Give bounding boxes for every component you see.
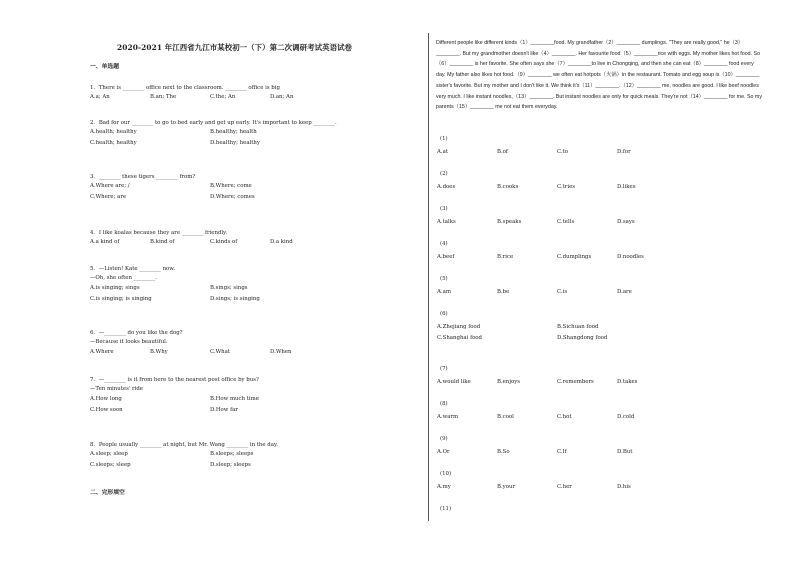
answer-option: D.Where; comes (210, 193, 255, 200)
answer-option: D.cold (617, 414, 635, 420)
answer-option: A.health; healthy (90, 128, 137, 135)
answer-option: B.Why (150, 349, 168, 355)
answer-option: B.speaks (497, 219, 522, 225)
question-stem: 3．________ these tigers ________ from? (90, 174, 196, 180)
answer-option: C.is (557, 289, 568, 295)
answer-option: D.sings; is singing (210, 296, 260, 302)
answer-option: C.to (557, 149, 569, 155)
answer-option: D.Shangdong food (557, 335, 608, 341)
answer-option: A.a; An (90, 93, 110, 100)
answer-option: B.So (497, 449, 510, 455)
answer-option: C.her (557, 484, 572, 490)
answer-option: B.your (497, 484, 516, 490)
answer-option: B.cool (497, 414, 514, 420)
answer-option: C.Shanghai food (437, 335, 483, 341)
question-number: (3) (440, 206, 448, 212)
answer-option: A.my (437, 484, 451, 490)
cloze-passage: Different people like different kinds（1）________food. My grandfather（2）________ dumplings. "They are really good," he（3）________. But my grandmother doesn't like（4）________. Her favourite food（5）________rice with eggs. My mother likes hot food. So（6）________ is her favorite. She often says she（7）________to live in Chongqing, and then she can eat（8）________ food every day. My father also likes hot food.（9）________ we often eat hotpots（火锅）in the restaurant. Tomato and egg soup is（10）________ sister's favorite. But my mother and I don't like it. We think it's（11）________.（12）________ me, noodles are good. I like beef noodles very much. I like instant noodles,（13）________. But instant noodles are only for quick meals. They're not（14）________ for me. So my parents（15）________ me not eat them everyday. (436, 40, 762, 111)
answer-option: C.If (557, 449, 567, 455)
answer-option: C.is singing; is singing (90, 296, 152, 302)
question-number: (10) (440, 471, 452, 477)
answer-option: B.cooks (497, 184, 519, 190)
answer-option: C.Where; are (90, 193, 127, 200)
answer-option: B.an; The (150, 93, 177, 100)
question-number: (6) (440, 311, 448, 317)
answer-option: C.kinds of (210, 238, 238, 245)
question-stem-line: —Oh, she often ________. (90, 274, 157, 281)
answer-option: D.his (617, 484, 631, 490)
answer-option: A.am (437, 289, 451, 295)
question-stem: 1．There is ________ office next to the classroom. ________ office is big (90, 85, 280, 91)
answer-option: D.a kind (270, 238, 293, 245)
answer-option: A.talks (437, 219, 456, 225)
answer-option: C.hot (557, 414, 572, 420)
answer-option: B.sleeps; sleeps (210, 450, 254, 457)
answer-option: B.enjoys (497, 379, 521, 385)
answer-option: D.for (617, 149, 631, 155)
question-stem-line: —Ten minutes' ride (90, 385, 143, 392)
answer-option: D.healthy; healthy (210, 139, 260, 146)
question-stem: 6．—________ do you like the dog? (90, 330, 183, 336)
answer-option: D.says (617, 219, 635, 225)
answer-option: B.rice (497, 254, 514, 260)
question-number: (7) (440, 366, 448, 372)
question-stem: 2．Bad for our ________ to go to bed early and get up early. It's important to keep ________. (90, 120, 337, 126)
answer-option: D.sleep; sleeps (210, 461, 251, 468)
answer-option: D.How far (210, 407, 238, 413)
answer-option: D.an; An (270, 93, 294, 100)
question-number: (2) (440, 171, 448, 177)
question-number: (8) (440, 401, 448, 407)
answer-option: B.How much time (210, 396, 259, 402)
answer-option: D.When (270, 349, 292, 355)
answer-option: B.kind of (150, 238, 175, 245)
answer-option: A.sleep; sleep (90, 450, 128, 457)
answer-option: D.are (617, 289, 632, 295)
answer-option: C.tries (557, 184, 576, 190)
answer-option: A.at (437, 149, 448, 155)
question-number: (5) (440, 276, 448, 282)
answer-option: A.is singing; sings (90, 285, 140, 291)
question-number: (9) (440, 436, 448, 442)
answer-option: A.beef (437, 254, 455, 260)
answer-option: C.dumplings (557, 254, 592, 260)
question-stem: 4．I like koalas because they are ________ friendly. (90, 230, 228, 236)
answer-option: C.health; healthy (90, 139, 137, 146)
question-stem: 7．—________ is it from here to the nearest post office by bus? (90, 377, 259, 383)
answer-option: A.warm (437, 414, 459, 420)
question-number: (4) (440, 241, 448, 247)
question-number: (1) (440, 136, 448, 142)
exam-title: 2020-2021 年江西省九江市某校初一（下）第二次调研考试英语试卷 (117, 43, 353, 52)
answer-option: C.sleeps; sleep (90, 461, 131, 468)
answer-option: C.the; An (210, 93, 236, 100)
question-stem-line: —Because it looks beautiful. (90, 338, 168, 345)
answer-option: D.takes (617, 379, 638, 385)
answer-option: A.would like (437, 379, 471, 385)
answer-option: B.be (497, 289, 510, 295)
answer-option: A.Where are; / (90, 182, 130, 189)
answer-option: B.sings; sings (210, 285, 248, 291)
answer-option: D.likes (617, 184, 636, 190)
answer-option: D.noodles (617, 254, 644, 260)
answer-option: B.healthy; health (210, 128, 257, 135)
answer-option: A.does (437, 184, 456, 190)
answer-option: D.But (617, 449, 633, 455)
answer-option: C.remembers (557, 379, 594, 385)
question-stem: 8．People usually ________ at night, but Mr. Wang ________ in the day. (90, 442, 279, 448)
section-heading-single-choice: 一、单选题 (90, 64, 119, 70)
answer-option: A.a kind of (90, 238, 120, 245)
answer-option: A.Zhejiang food (437, 324, 481, 330)
answer-option: B.Sichuan food (557, 324, 599, 330)
answer-option: A.Or (437, 449, 450, 455)
answer-option: B.of (497, 149, 508, 155)
answer-option: C.What (210, 349, 231, 355)
section-heading-cloze: 二、完形填空 (90, 490, 125, 496)
answer-option: A.Where (90, 349, 114, 355)
question-number: (11) (440, 506, 452, 512)
question-stem: 5．—Listen! Kate ________ now. (90, 266, 175, 272)
answer-option: B.Where; come (210, 182, 252, 189)
answer-option: A.How long (90, 396, 122, 402)
column-divider (428, 33, 429, 521)
answer-option: C.How soon (90, 407, 123, 413)
answer-option: C.tells (557, 219, 575, 225)
